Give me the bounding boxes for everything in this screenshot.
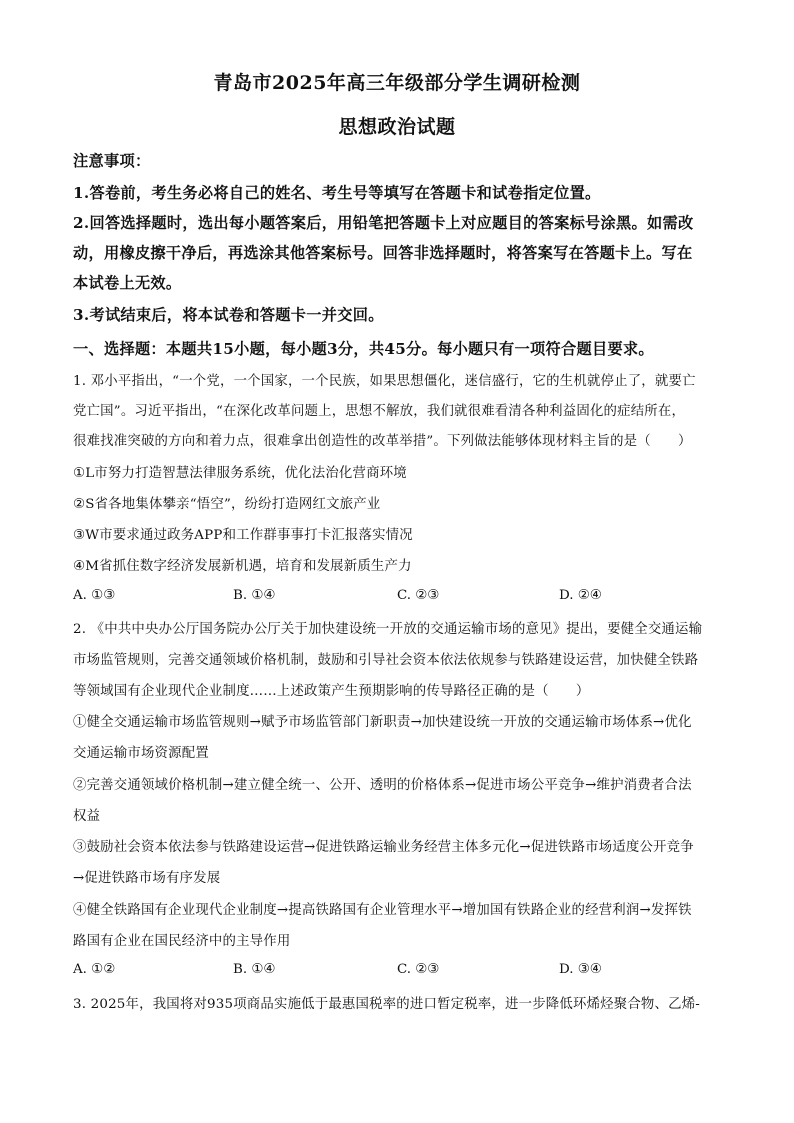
q2-item: 路国有企业在国民经济中的主导作用 — [73, 934, 291, 949]
q1-item: ④M省抓住数字经济发展新机遇，培育和发展新质生产力 — [73, 559, 412, 574]
q1-stem-line: 很难找准突破的方向和着力点，很难拿出创造性的改革举措”。下列做法能够体现材料主旨的是（ ） — [73, 434, 692, 449]
q1-stem-line: 1. 邓小平指出，“一个党，一个国家，一个民族，如果思想僵化，迷信盛行，它的生机就停止了，就要亡 — [73, 374, 696, 389]
q2-option-c: C. ②③ — [397, 962, 440, 977]
q2-item: ①健全交通运输市场监管规则→赋予市场监管部门新职责→加快建设统一开放的交通运输市场体系→优化 — [73, 715, 692, 730]
section-heading: 一、选择题：本题共15小题，每小题3分，共45分。每小题只有一项符合题目要求。 — [73, 340, 654, 358]
exam-subject: 思想政治试题 — [338, 116, 456, 138]
q2-item: 权益 — [73, 809, 101, 824]
q1-item: ③W市要求通过政务APP和工作群事事打卡汇报落实情况 — [73, 528, 413, 543]
q1-option-d: D. ②④ — [559, 588, 602, 603]
q3-stem-line: 3. 2025年，我国将对935项商品实施低于最惠国税率的进口暂定税率，进一步降低环烯烃聚合物、乙烯- — [73, 997, 701, 1012]
q1-option-a: A. ①③ — [73, 588, 116, 603]
q2-item: →促进铁路市场有序发展 — [73, 871, 221, 886]
q2-item: 交通运输市场资源配置 — [73, 746, 209, 761]
notice-line: 1.答卷前，考生务必将自己的姓名、考生号等填写在答题卡和试卷指定位置。 — [73, 184, 601, 202]
q2-stem-line: 市场监管规则，完善交通领域价格机制，鼓励和引导社会资本依法依规参与铁路建设运营，加快健全铁路 — [73, 653, 699, 668]
q1-option-b: B. ①④ — [233, 588, 276, 603]
notice-line: 3.考试结束后，将本试卷和答题卡一并交回。 — [73, 306, 384, 324]
notice-line: 2.回答选择题时，选出每小题答案后，用铅笔把答题卡上对应题目的答案标号涂黑。如需改 — [73, 214, 694, 232]
q2-item: ③鼓励社会资本依法参与铁路建设运营→促进铁路运输业务经营主体多元化→促进铁路市场适度公开竞争 — [73, 840, 694, 855]
notice-line: 动，用橡皮擦干净后，再选涂其他答案标号。回答非选择题时，将答案写在答题卡上。写在 — [73, 244, 693, 262]
exam-title: 青岛市2025年高三年级部分学生调研检测 — [213, 72, 581, 94]
q2-stem-line: 2. 《中共中央办公厅国务院办公厅关于加快建设统一开放的交通运输市场的意见》提出，要健全交通运输 — [73, 622, 703, 637]
notice-heading: 注意事项： — [73, 152, 151, 170]
q1-option-c: C. ②③ — [397, 588, 440, 603]
notice-line: 本试卷上无效。 — [73, 274, 182, 292]
q2-option-d: D. ③④ — [559, 962, 602, 977]
q1-item: ①L市努力打造智慧法律服务系统，优化法治化营商环境 — [73, 466, 407, 481]
q2-item: ②完善交通领域价格机制→建立健全统一、公开、透明的价格体系→促进市场公平竞争→维护消费者合法 — [73, 778, 692, 793]
q2-stem-line: 等领域国有企业现代企业制度……上述政策产生预期影响的传导路径正确的是（ ） — [73, 684, 590, 699]
q2-option-b: B. ①④ — [233, 962, 276, 977]
q1-item: ②S省各地集体攀亲“悟空”，纷纷打造网红文旅产业 — [73, 497, 381, 512]
q1-stem-line: 党亡国”。习近平指出，“在深化改革问题上，思想不解放，我们就很难看清各种利益固化的症结所在， — [73, 404, 686, 419]
q2-option-a: A. ①② — [73, 962, 116, 977]
q2-item: ④健全铁路国有企业现代企业制度→提高铁路国有企业管理水平→增加国有铁路企业的经营利润→发挥铁 — [73, 903, 692, 918]
